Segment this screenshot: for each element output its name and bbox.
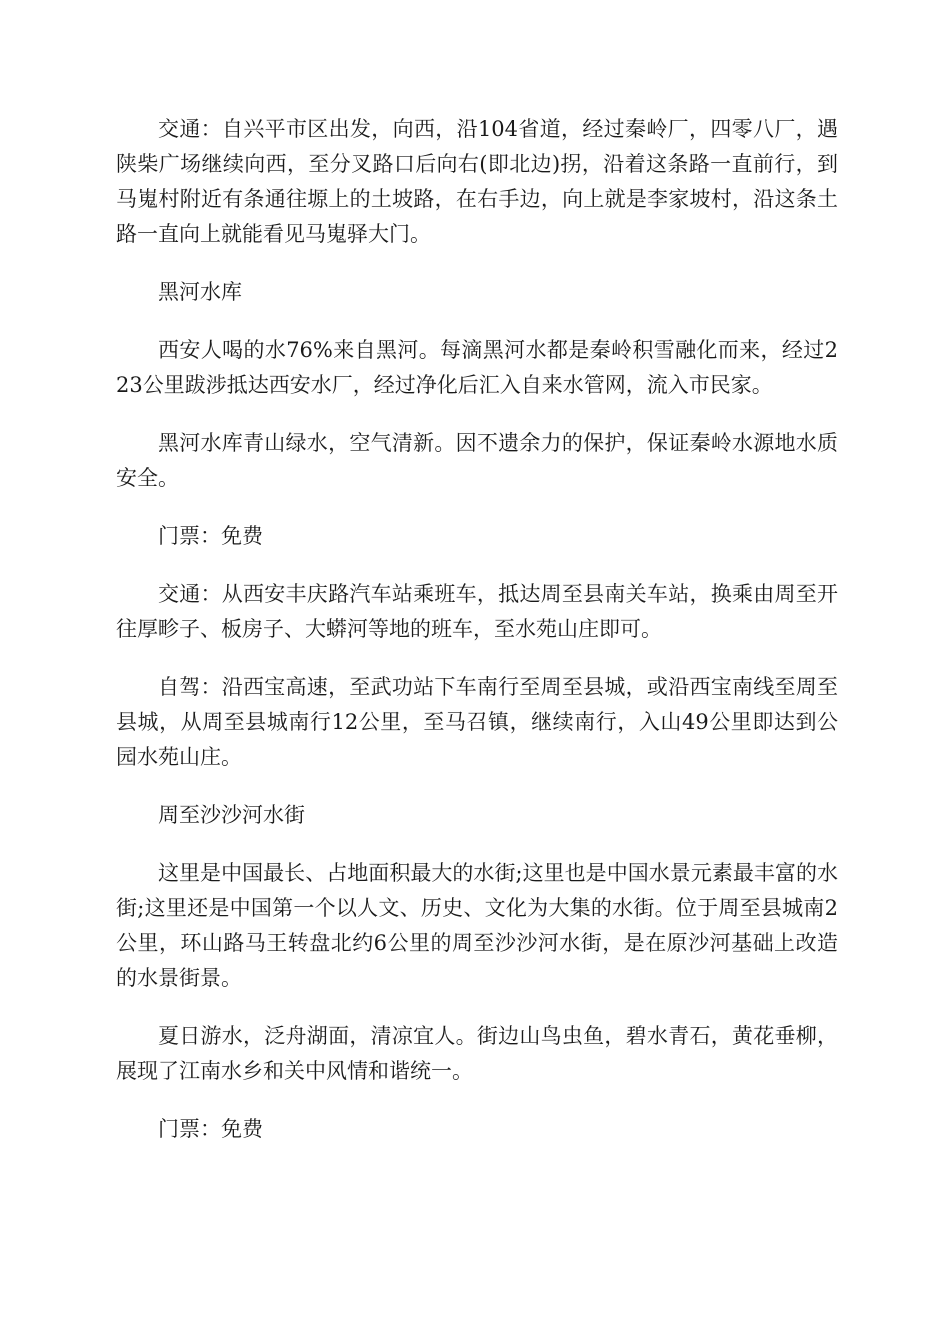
document-body <box>116 112 838 1170</box>
paragraph-heihe-scenery: 黑河水库青山绿水，空气清新。因不遗余力的保护，保证秦岭水源地水质安全。 <box>116 431 838 490</box>
paragraph-shasha-ticket: 门票：免费 <box>158 1117 263 1141</box>
paragraph-heihe-ticket: 门票：免费 <box>158 524 263 548</box>
paragraph-shasha-summer: 夏日游水，泛舟湖面，清凉宜人。街边山鸟虫鱼，碧水青石，黄花垂柳，展现了江南水乡和关中风情和谐统一。 <box>116 1024 838 1083</box>
heading-heihe-reservoir: 黑河水库 <box>158 280 242 304</box>
heading-shasha-river-street: 周至沙沙河水街 <box>158 803 305 827</box>
paragraph-heihe-water: 西安人喝的水76%来自黑河。每滴黑河水都是秦岭积雪融化而来，经过223公里跋涉抵达西安水厂，经过净化后汇入自来水管网，流入市民家。 <box>116 338 838 397</box>
paragraph-heihe-selfdrive: 自驾：沿西宝高速，至武功站下车南行至周至县城，或沿西宝南线至周至县城，从周至县城南行12公里，至马召镇，继续南行，入山49公里即达到公园水苑山庄。 <box>116 675 838 769</box>
paragraph-shasha-intro: 这里是中国最长、占地面积最大的水街;这里也是中国水景元素最丰富的水街;这里还是中国第一个以人文、历史、文化为大集的水街。位于周至县城南2公里，环山路马王转盘北约6公里的周至沙沙河水街，是在原沙河基础上改造的水景街景。 <box>116 861 838 990</box>
paragraph-transport-mawei: 交通：自兴平市区出发，向西，沿104省道，经过秦岭厂，四零八厂，遇陕柴广场继续向西，至分叉路口后向右(即北边)拐，沿着这条路一直前行，到马嵬村附近有条通往塬上的土坡路，在右手边，向上就是李家坡村，沿这条土路一直向上就能看见马嵬驿大门。 <box>116 117 838 246</box>
paragraph-heihe-transport: 交通：从西安丰庆路汽车站乘班车，抵达周至县南关车站，换乘由周至开往厚畛子、板房子、大蟒河等地的班车，至水苑山庄即可。 <box>116 582 838 641</box>
